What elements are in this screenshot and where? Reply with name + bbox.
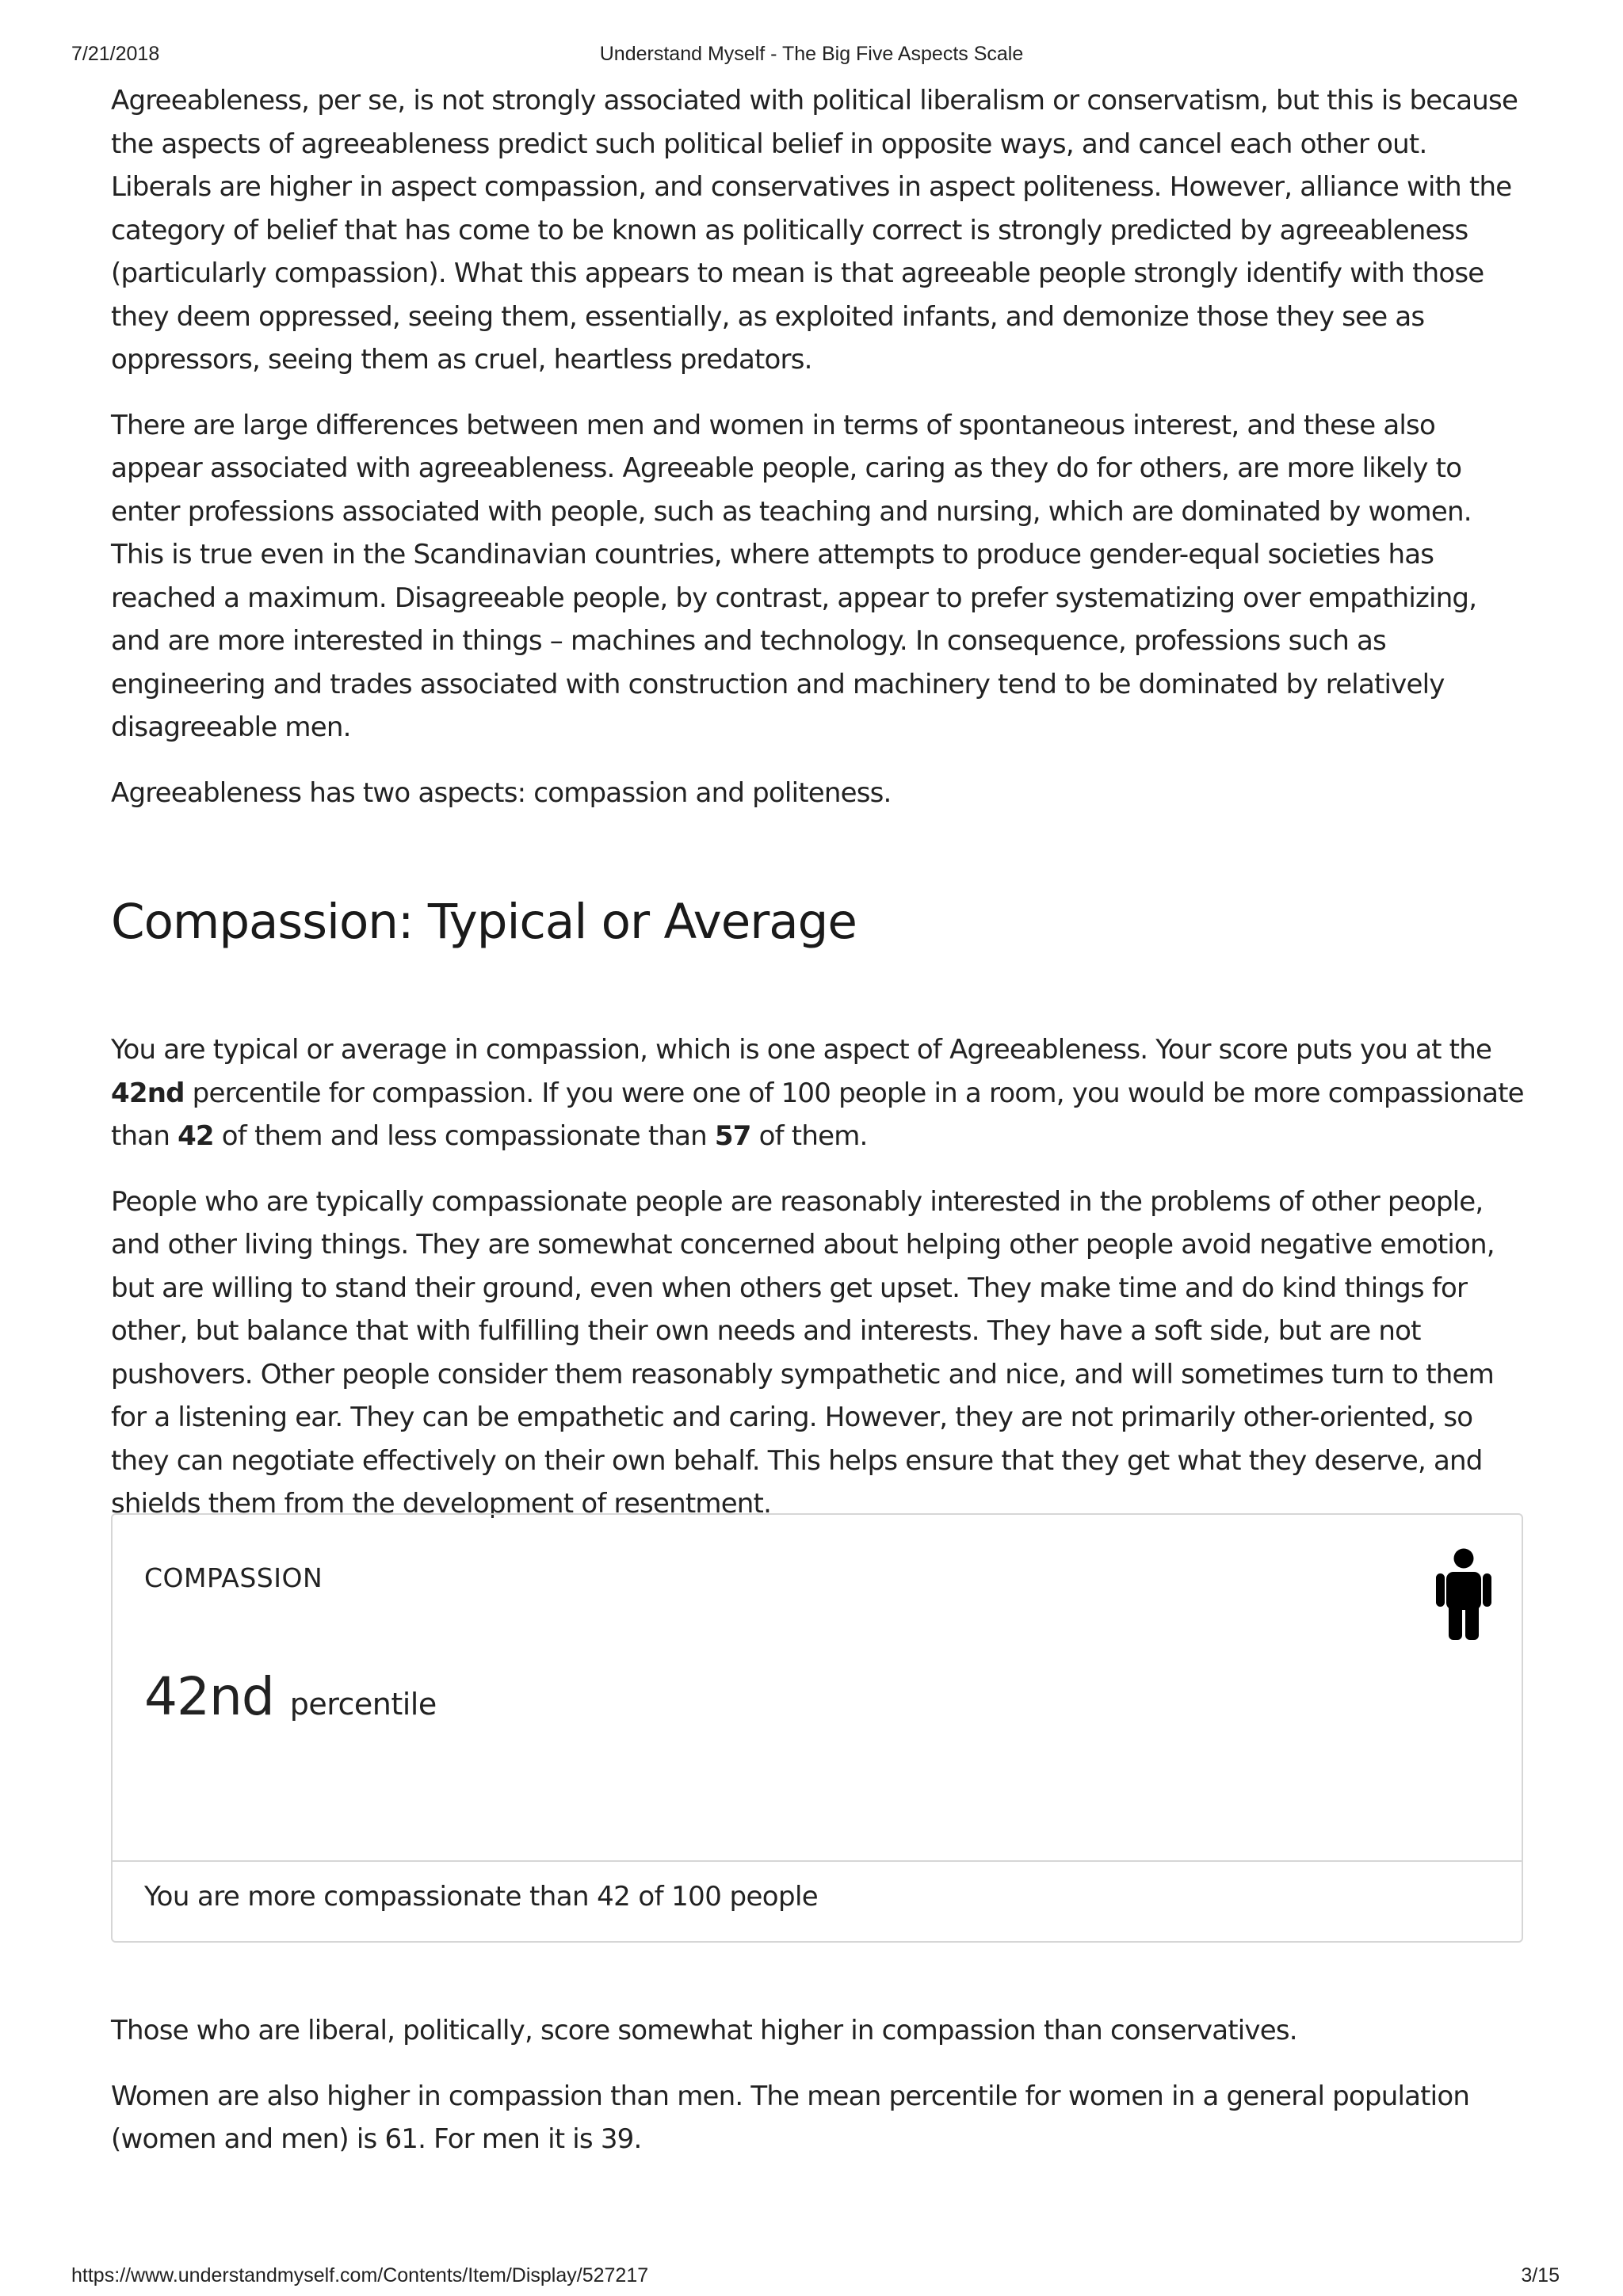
print-footer [0, 2264, 1623, 2291]
intro-text-3: of them and less compassionate than [213, 1120, 715, 1152]
after-content [111, 2009, 1529, 2183]
intro-text-4: of them. [750, 1120, 868, 1152]
paragraph-description: People who are typically compassionate people are reasonably interested in the problems of other people, and other living things. They are somewhat concerned about helping other people avoid negative emotion, but are willing to stand their ground, even when others get upset. They make time and do kind things for other, but balance that with fulfilling their own needs and interests. They have a soft side, but are not pushovers. Other people consider them reasonably sympathetic and nice, and will sometimes turn to them for a listening ear. They can be empathetic and caring. However, they are not primarily other-oriented, so they can negotiate effectively on their own behalf. This helps ensure that they get what they deserve, and shields them from the development of resentment. [111, 1185, 1495, 1520]
more-than-bold: 42 [178, 1120, 214, 1152]
card-percentile-unit: percentile [289, 1687, 437, 1722]
paragraph-score-intro [111, 1028, 1529, 1158]
card-percentile [144, 1665, 437, 1736]
intro-text-1: You are typical or average in compassion, which is one aspect of Agreeableness. Your score puts you at the [111, 1034, 1492, 1066]
card-label: COMPASSION [144, 1562, 323, 1593]
print-footer-url: https://www.understandmyself.com/Contents/Item/Display/527217 [71, 2264, 649, 2286]
percentile-bold: 42nd [111, 1077, 185, 1109]
paragraph-women: Women are also higher in compassion than men. The mean percentile for women in a general population (women and men) is 61. For men it is 39. [111, 2080, 1470, 2155]
paragraph-liberal: Those who are liberal, politically, score somewhat higher in compassion than conservatives. [111, 2015, 1297, 2046]
card-divider [113, 1860, 1522, 1862]
card-footer: You are more compassionate than 42 of 100 people [144, 1881, 819, 1913]
paragraph-political: Agreeableness, per se, is not strongly associated with political liberalism or conservatism, but this is because the aspects of agreeableness predict such political belief in opposite ways, and cancel each other out. Liberals are higher in aspect compassion, and conservatives in aspect politeness. However, alliance with the category of belief that has come to be known as politically correct is strongly predicted by agreeableness (particularly compassion). What this appears to mean is that agreeable people strongly identify with those they deem oppressed, seeing them, essentially, as exploited infants, and demonize those they see as oppressors, seeing them as cruel, heartless predators. [111, 85, 1518, 376]
section-title: Compassion: Typical or Average [111, 894, 857, 950]
person-icon [1436, 1548, 1491, 1640]
print-header-date: 7/21/2018 [71, 43, 160, 65]
less-than-bold: 57 [714, 1120, 751, 1152]
intro-text-2: percentile for compassion. If you were one of 100 people in a room, you would be more compassionate than [111, 1077, 1524, 1152]
print-footer-page: 3/15 [1521, 2264, 1560, 2286]
print-header [0, 43, 1623, 70]
print-header-title: Understand Myself - The Big Five Aspects Scale [599, 43, 1024, 65]
paragraph-aspects: Agreeableness has two aspects: compassion and politeness. [111, 776, 892, 809]
card-percentile-value: 42nd [144, 1666, 274, 1727]
main-content [111, 79, 1529, 1548]
paragraph-gender-interest: There are large differences between men and women in terms of spontaneous interest, and these also appear associated with agreeableness. Agreeable people, caring as they do for others, are more likely to enter professions associated with people, such as teaching and nursing, which are dominated by women. This is true even in the Scandinavian countries, where attempts to produce gender-equal societies has reached a maximum. Disagreeable people, by contrast, appear to prefer systematizing over empathizing, and are more interested in things – machines and technology. In consequence, professions such as engineering and trades associated with construction and machinery tend to be dominated by relatively disagreeable men. [111, 409, 1477, 743]
score-card [111, 1513, 1523, 1943]
